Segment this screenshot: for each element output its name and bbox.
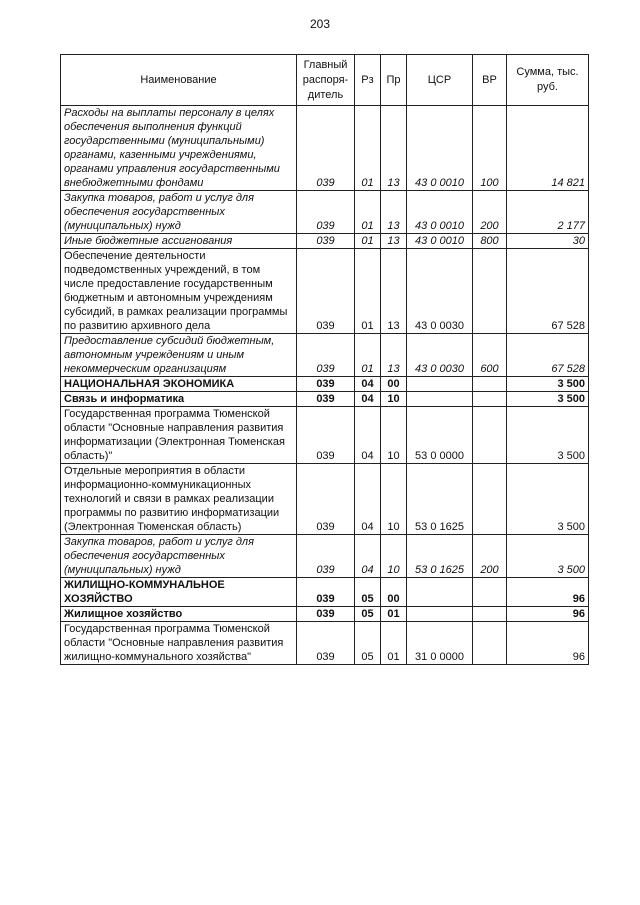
row-admin: 039: [297, 535, 355, 578]
row-vr: [473, 377, 507, 392]
row-csr: [407, 377, 473, 392]
row-pr: 01: [381, 607, 407, 622]
header-admin: Главный распоря-дитель: [297, 55, 355, 106]
row-rz: 01: [355, 249, 381, 334]
row-sum: 67 528: [507, 334, 589, 377]
row-rz: 01: [355, 234, 381, 249]
row-rz: 04: [355, 464, 381, 535]
row-csr: [407, 392, 473, 407]
row-csr: 43 0 0030: [407, 249, 473, 334]
row-csr: [407, 607, 473, 622]
row-rz: 05: [355, 578, 381, 607]
table-row: [61, 622, 589, 665]
header-sum: Сумма, тыс. руб.: [507, 55, 589, 106]
row-vr: 100: [473, 106, 507, 191]
row-pr: 10: [381, 535, 407, 578]
row-vr: [473, 392, 507, 407]
table-row: [61, 377, 589, 392]
row-name: Отдельные мероприятия в области информационно-коммуникационных технологий и связи в рамках реализации программы по развитию информатизации (Электронная Тюменская область): [61, 464, 297, 535]
row-admin: 039: [297, 464, 355, 535]
row-vr: 800: [473, 234, 507, 249]
header-name: Наименование: [61, 55, 297, 106]
header-csr: ЦСР: [407, 55, 473, 106]
row-sum: 3 500: [507, 464, 589, 535]
row-admin: 039: [297, 392, 355, 407]
row-rz: 01: [355, 191, 381, 234]
table-row: [61, 249, 589, 334]
header-pr: Пр: [381, 55, 407, 106]
row-csr: 31 0 0000: [407, 622, 473, 665]
row-admin: 039: [297, 578, 355, 607]
row-vr: 200: [473, 535, 507, 578]
row-sum: 3 500: [507, 407, 589, 464]
row-rz: 04: [355, 535, 381, 578]
row-pr: 13: [381, 191, 407, 234]
table-row: [61, 407, 589, 464]
row-vr: [473, 464, 507, 535]
row-rz: 04: [355, 407, 381, 464]
row-pr: 00: [381, 377, 407, 392]
row-admin: 039: [297, 377, 355, 392]
page-number: 203: [309, 17, 331, 31]
row-pr: 13: [381, 334, 407, 377]
row-csr: 53 0 1625: [407, 535, 473, 578]
header-rz: Рз: [355, 55, 381, 106]
row-admin: 039: [297, 334, 355, 377]
row-admin: 039: [297, 607, 355, 622]
row-pr: 10: [381, 464, 407, 535]
row-admin: 039: [297, 622, 355, 665]
row-vr: [473, 578, 507, 607]
row-admin: 039: [297, 407, 355, 464]
row-csr: 43 0 0010: [407, 191, 473, 234]
row-name: Предоставление субсидий бюджетным, автономным учреждениям и иным некоммерческим организациям: [61, 334, 297, 377]
row-sum: 3 500: [507, 377, 589, 392]
row-sum: 30: [507, 234, 589, 249]
row-sum: 3 500: [507, 392, 589, 407]
row-sum: 96: [507, 578, 589, 607]
row-sum: 67 528: [507, 249, 589, 334]
row-vr: 200: [473, 191, 507, 234]
row-pr: 13: [381, 249, 407, 334]
row-admin: 039: [297, 234, 355, 249]
row-pr: 10: [381, 392, 407, 407]
row-csr: 43 0 0010: [407, 106, 473, 191]
row-name: Государственная программа Тюменской области "Основные направления развития информатизации (Электронная Тюменская область)": [61, 407, 297, 464]
row-vr: [473, 622, 507, 665]
table-row: [61, 464, 589, 535]
table-row: [61, 578, 589, 607]
row-name: Иные бюджетные ассигнования: [61, 234, 297, 249]
header-vr: ВР: [473, 55, 507, 106]
row-csr: 43 0 0030: [407, 334, 473, 377]
row-rz: 01: [355, 106, 381, 191]
row-csr: 53 0 0000: [407, 407, 473, 464]
row-sum: 96: [507, 622, 589, 665]
budget-table: [60, 54, 589, 665]
row-sum: 96: [507, 607, 589, 622]
table-row: [61, 106, 589, 191]
row-name: Закупка товаров, работ и услуг для обеспечения государственных (муниципальных) нужд: [61, 191, 297, 234]
row-admin: 039: [297, 249, 355, 334]
row-csr: [407, 578, 473, 607]
row-pr: 10: [381, 407, 407, 464]
row-vr: [473, 607, 507, 622]
row-rz: 04: [355, 377, 381, 392]
table-row: [61, 392, 589, 407]
table-row: [61, 234, 589, 249]
row-vr: 600: [473, 334, 507, 377]
table-row: [61, 535, 589, 578]
row-rz: 04: [355, 392, 381, 407]
table-row: [61, 607, 589, 622]
row-vr: [473, 249, 507, 334]
row-sum: 3 500: [507, 535, 589, 578]
table-row: [61, 191, 589, 234]
row-name: ЖИЛИЩНО-КОММУНАЛЬНОЕ ХОЗЯЙСТВО: [61, 578, 297, 607]
row-name: НАЦИОНАЛЬНАЯ ЭКОНОМИКА: [61, 377, 297, 392]
row-name: Государственная программа Тюменской области "Основные направления развития жилищно-коммунального хозяйства": [61, 622, 297, 665]
row-admin: 039: [297, 106, 355, 191]
row-rz: 05: [355, 607, 381, 622]
row-admin: 039: [297, 191, 355, 234]
row-name: Закупка товаров, работ и услуг для обеспечения государственных (муниципальных) нужд: [61, 535, 297, 578]
row-name: Связь и информатика: [61, 392, 297, 407]
table-row: [61, 334, 589, 377]
row-vr: [473, 407, 507, 464]
row-pr: 00: [381, 578, 407, 607]
row-csr: 53 0 1625: [407, 464, 473, 535]
header-row: [61, 55, 589, 106]
row-pr: 13: [381, 106, 407, 191]
row-name: Обеспечение деятельности подведомственных учреждений, в том числе предоставление государственным бюджетным и автономным учреждениям субсидий, в рамках реализации программы по развитию архивного дела: [61, 249, 297, 334]
row-rz: 05: [355, 622, 381, 665]
row-rz: 01: [355, 334, 381, 377]
row-pr: 13: [381, 234, 407, 249]
row-sum: 2 177: [507, 191, 589, 234]
row-name: Жилищное хозяйство: [61, 607, 297, 622]
row-csr: 43 0 0010: [407, 234, 473, 249]
row-pr: 01: [381, 622, 407, 665]
row-sum: 14 821: [507, 106, 589, 191]
row-name: Расходы на выплаты персоналу в целях обеспечения выполнения функций государственными (муниципальными) органами, казенными учреждениями, органами управления государственными внебюджетными фондами: [61, 106, 297, 191]
